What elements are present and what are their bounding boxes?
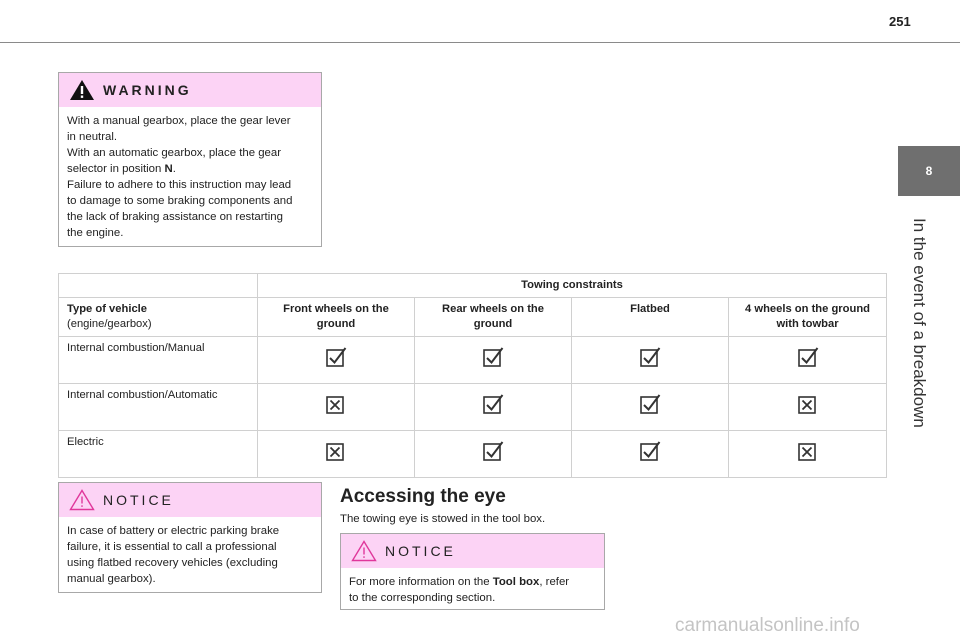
notice-line: manual gearbox). [67, 573, 156, 585]
warning-line: in neutral. [67, 131, 118, 143]
column-header: Flatbed [572, 298, 729, 337]
warning-bold-n: N [164, 163, 173, 175]
notice-icon [351, 540, 377, 562]
row-label: Internal combustion/Automatic [59, 384, 258, 431]
notice-callout-toolbox [340, 533, 605, 610]
notice-line: For more information on the [349, 576, 493, 588]
row-label: Internal combustion/Manual [59, 337, 258, 384]
warning-line: selector in position [67, 163, 165, 175]
towing-table [58, 273, 887, 478]
warning-line: With an automatic gearbox, place the gear [67, 147, 282, 159]
notice-line: to the corresponding section. [349, 592, 496, 604]
tool-box-link-text: Tool box [492, 576, 540, 588]
page-number: 251 [889, 14, 911, 29]
check-icon [482, 394, 504, 416]
mark-cell [729, 337, 887, 384]
watermark: carmanualsonline.info [675, 615, 860, 636]
warning-callout [58, 72, 322, 247]
top-rule [0, 42, 960, 43]
warning-icon [69, 79, 95, 101]
mark-cell [415, 384, 572, 431]
vehicle-type-sublabel: (engine/gearbox) [67, 318, 152, 330]
warning-header [59, 73, 321, 107]
notice-body [59, 517, 321, 595]
column-header: 4 wheels on the ground with towbar [729, 298, 887, 337]
cross-icon [325, 441, 347, 463]
table-header-row [59, 298, 887, 337]
table-row [59, 431, 887, 478]
notice-line: In case of battery or electric parking brake [67, 525, 280, 537]
notice-header [59, 483, 321, 517]
mark-cell [258, 431, 415, 478]
warning-line: With a manual gearbox, place the gear lever [67, 115, 291, 127]
section-text: The towing eye is stowed in the tool box. [340, 513, 546, 525]
check-icon [482, 441, 504, 463]
notice-line: failure, it is essential to call a professional [67, 541, 277, 553]
vehicle-type-header [59, 298, 258, 337]
table-group-row [59, 274, 887, 298]
mark-cell [258, 384, 415, 431]
warning-line: Failure to adhere to this instruction may lead [67, 179, 292, 191]
mark-cell [729, 384, 887, 431]
check-icon [325, 347, 347, 369]
mark-cell [729, 431, 887, 478]
table-corner-cell [59, 274, 258, 298]
cross-icon [797, 441, 819, 463]
chapter-number: 8 [925, 164, 933, 178]
warning-title: WARNING [103, 82, 192, 98]
check-icon [639, 394, 661, 416]
cross-icon [325, 394, 347, 416]
mark-cell [258, 337, 415, 384]
mark-cell [415, 431, 572, 478]
cross-icon [797, 394, 819, 416]
warning-line: to damage to some braking components and [67, 195, 293, 207]
column-header: Rear wheels on the ground [415, 298, 572, 337]
notice-title: NOTICE [103, 492, 174, 508]
warning-line: the lack of braking assistance on restarting [67, 211, 283, 223]
notice-header [341, 534, 604, 568]
mark-cell [415, 337, 572, 384]
table-row [59, 337, 887, 384]
column-header: Front wheels on the ground [258, 298, 415, 337]
notice-line: , refer [539, 576, 570, 588]
check-icon [639, 347, 661, 369]
warning-body [59, 107, 321, 249]
check-icon [482, 347, 504, 369]
check-icon [797, 347, 819, 369]
mark-cell [572, 431, 729, 478]
table-row [59, 384, 887, 431]
chapter-title: In the event of a breakdown [910, 218, 929, 428]
notice-icon [69, 489, 95, 511]
row-label: Electric [59, 431, 258, 478]
notice-line: using flatbed recovery vehicles (excluding [67, 557, 278, 569]
towing-constraints-header: Towing constraints [258, 274, 887, 298]
notice-title: NOTICE [385, 543, 456, 559]
notice-callout-battery [58, 482, 322, 593]
section-heading: Accessing the eye [340, 486, 506, 507]
notice-body [341, 568, 604, 614]
vehicle-type-label: Type of vehicle [67, 303, 147, 315]
warning-line: . [172, 163, 176, 175]
check-icon [639, 441, 661, 463]
warning-line: the engine. [67, 227, 124, 239]
mark-cell [572, 337, 729, 384]
chapter-tab[interactable] [898, 146, 960, 196]
mark-cell [572, 384, 729, 431]
